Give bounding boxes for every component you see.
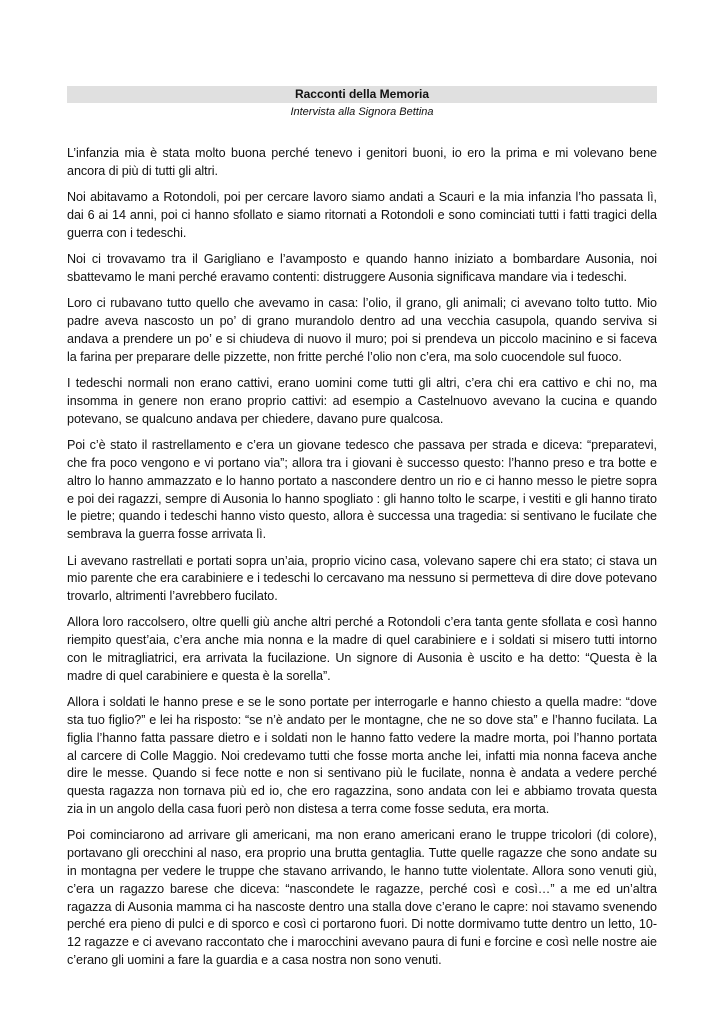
paragraph: Allora loro raccolsero, oltre quelli giù anche altri perché a Rotondoli c’era tanta gente sfollata e così hanno riempito quest’aia, c’era anche mia nonna e la madre di quel carabiniere e i soldati si misero tutti intorno con le mitragliatrici, era arrivata la fucilazione. Un signore di Ausonia è uscito e ha detto: “Questa è la madre di quel carabiniere e questa è la sorella”.	[67, 615, 657, 683]
document-body	[67, 145, 657, 978]
document-subtitle: Intervista alla Signora Bettina	[290, 106, 434, 118]
paragraph: Li avevano rastrellati e portati sopra un’aia, proprio vicino casa, volevano sapere chi era stato; ci stava un mio parente che era carabiniere e i tedeschi lo cercavano ma nessuno si permetteva di dire dove potevano trovarlo, altrimenti l’avrebbero fucilato.	[67, 553, 657, 604]
paragraph: I tedeschi normali non erano cattivi, erano uomini come tutti gli altri, c’era chi era cattivo e chi no, ma insomma in genere non erano proprio cattivi: ad esempio a Castelnuovo avevano la cucina e quando potevano, se qualcuno andava per chiedere, davano pure qualcosa.	[67, 376, 657, 426]
paragraph: Poi cominciarono ad arrivare gli americani, ma non erano americani erano le truppe tricolori (di colore), portavano gli orecchini al naso, era proprio una brutta gentaglia. Tutte quelle ragazze che sono andate su in montagna per vedere le truppe che stavano arrivando, le hanno tutte violentate. Allora sono venuti giù, c’era un ragazzo barese che diceva: “nascondete le ragazze, perché così e così…” a me ed un’altra ragazza di Ausonia mamma ci ha nascoste dentro una stalla dove c’erano le capre: noi stavamo svenendo perché era pieno di pulci e di sporco e così ci portarono fuori. Di notte dormivamo tutte dentro un letto, 10-12 ragazze e ci avevano raccontato che i marocchini avevano paura di funi e forcine e così nelle nostre aie c’erano gli uomini a fare la guardia e a casa nostra non sono venuti.	[67, 828, 657, 968]
paragraph: Allora i soldati le hanno prese e se le sono portate per interrogarle e hanno chiesto a quella madre: “dove sta tuo figlio?” e lei ha risposto: “se n’è andato per le montagne, che ne so dove sta” e l’hanno fucilata. La figlia l’hanno fatta passare dietro e i soldati non le hanno fatto vedere la madre morta, poi l’hanno portata al carcere di Colle Maggio. Noi credevamo tutti che fosse morta anche lei, infatti mia nonna faceva anche dire le messe. Quando si fece notte e non si sentivano più le fucilate, nonna è andata a vedere perché questa ragazza non tornava più ed io, che ero ragazzina, sono andata con lei e abbiamo trovata questa zia in un angolo della casa fuori però non distesa a terra come fosse seduta, era morta.	[67, 695, 657, 817]
paragraph: Noi abitavamo a Rotondoli, poi per cercare lavoro siamo andati a Scauri e la mia infanzia l’ho passata lì, dai 6 ai 14 anni, poi ci hanno sfollato e siamo ritornati a Rotondoli e sono cominciati tutti i fatti tragici della guerra con i tedeschi.	[67, 190, 657, 240]
paragraph: Loro ci rubavano tutto quello che avevamo in casa: l’olio, il grano, gli animali; ci avevano tolto tutto. Mio padre aveva nascosto un po’ di grano murandolo dentro ad una vecchia casupola, quando serviva si andava a prendere un po’ e si chiudeva di nuovo il muro; poi si prendeva un piccolo macinino e si faceva la farina per preparare delle pizzette, non fritte perché l’olio non c’era, ma solo cuocendole sul fuoco.	[67, 296, 657, 364]
document-title: Racconti della Memoria	[67, 86, 657, 103]
paragraph: Noi ci trovavamo tra il Garigliano e l’avamposto e quando hanno iniziato a bombardare Ausonia, noi sbattevamo le mani perché eravamo contenti: distruggere Ausonia significava mandare via i tedeschi.	[67, 252, 657, 284]
paragraph: Poi c’è stato il rastrellamento e c’era un giovane tedesco che passava per strada e diceva: “preparatevi, che fra poco vengono e vi portano via”; allora tra i giovani è successo questo: l’hanno preso e tra botte e altro lo hanno ammazzato e lo hanno portato a nascondere dentro un rio e ci hanno messo le pietre sopra e poi dei ragazzi, sempre di Ausonia lo hanno spogliato : gli hanno tolto le scarpe, i vestiti e gli hanno tirato le pietre; quando i tedeschi hanno visto questo, allora è successa una tragedia: si sentivano le fucilate che sembrava la guerra fosse arrivata lì.	[67, 438, 657, 542]
paragraph: L’infanzia mia è stata molto buona perché tenevo i genitori buoni, io ero la prima e mi volevano bene ancora di più di tutti gli altri.	[67, 146, 657, 178]
